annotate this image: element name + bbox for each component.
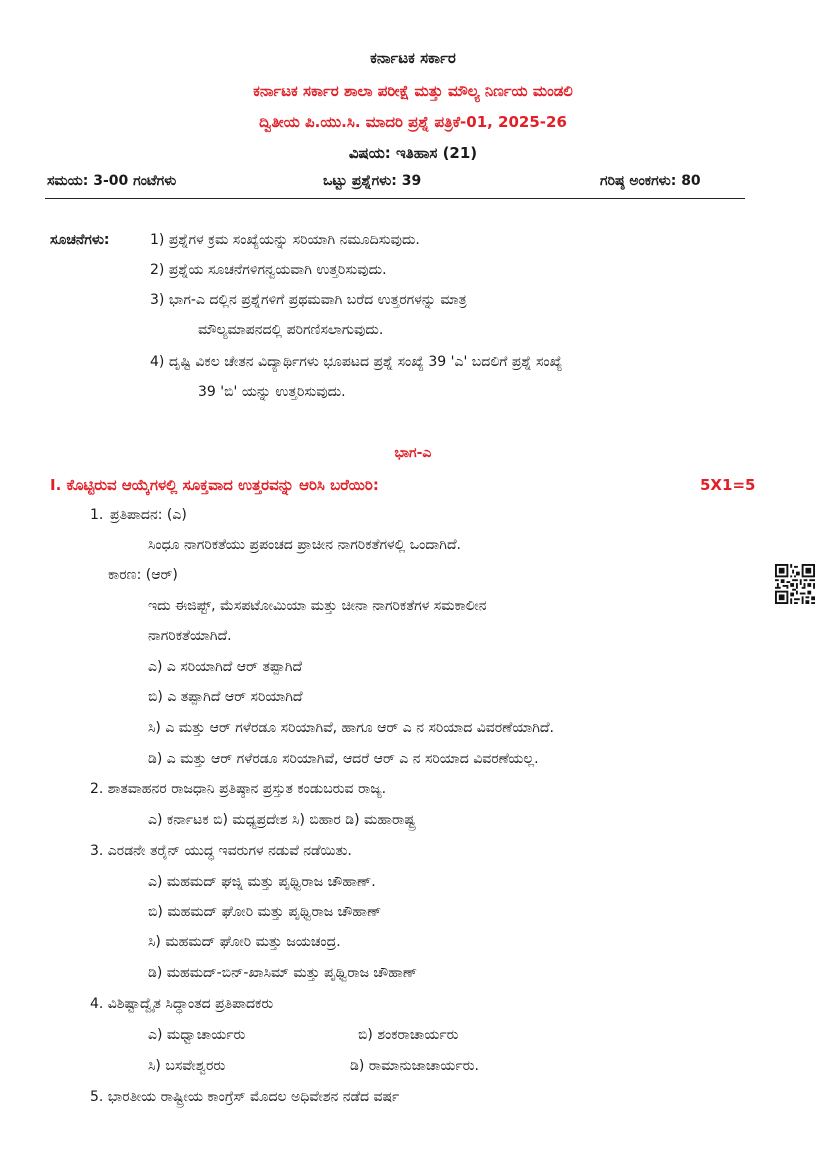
paper-title: ದ್ವಿತೀಯ ಪಿ.ಯು.ಸಿ. ಮಾದರಿ ಪ್ರಶ್ನೆ ಪತ್ರಿಕೆ-01, 2025-26 bbox=[259, 113, 567, 131]
instruction-item: 4) ದೃಷ್ಟಿ ವಿಕಲ ಚೇತನ ವಿದ್ಯಾರ್ಥಿಗಳು ಭೂಪಟದ ಪ್ರಶ್ನೆ ಸಂಖ್ಯೆ 39 'ಎ' ಬದಲಿಗೆ ಪ್ರಶ್ನೆ ಸಂಖ್ಯೆ bbox=[150, 354, 563, 370]
assertion-text: ಸಿಂಧೂ ನಾಗರಿಕತೆಯು ಪ್ರಪಂಚದ ಪ್ರಾಚೀನ ನಾಗರಿಕತೆಗಳಲ್ಲಿ ಒಂದಾಗಿದೆ. bbox=[148, 537, 462, 553]
question-text: 3. ಎರಡನೇ ತರೈನ್ ಯುದ್ಧ ಇವರುಗಳ ನಡುವೆ ನಡೆಯಿತು. bbox=[90, 843, 352, 859]
option: ಸಿ) ಬಸವೇಶ್ವರರು bbox=[148, 1058, 226, 1074]
subject-title: ವಿಷಯ: ಇತಿಹಾಸ (21) bbox=[348, 144, 478, 162]
instruction-item: 3) ಭಾಗ-ಎ ದಲ್ಲಿನ ಪ್ರಶ್ನೆಗಳಿಗೆ ಪ್ರಥಮವಾಗಿ ಬರೆದ ಉತ್ತರಗಳನ್ನು ಮಾತ್ರ bbox=[150, 292, 467, 308]
option: ಬಿ) ಶಂಕರಾಚಾರ್ಯರು bbox=[358, 1027, 459, 1043]
assertion-label: ಪ್ರತಿಪಾದನ: (ಎ) bbox=[110, 507, 187, 523]
option: ಡಿ) ಮಹಮದ್-ಬಿನ್-ಖಾಸಿಮ್ ಮತ್ತು ಪೃಥ್ವಿರಾಜ ಚೌಹಾಣ್ bbox=[148, 965, 418, 981]
max-marks-label: ಗರಿಷ್ಠ ಅಂಕಗಳು: 80 bbox=[600, 173, 701, 189]
instruction-item: 2) ಪ್ರಶ್ನೆಯ ಸೂಚನೆಗಳಿಗನ್ವಯವಾಗಿ ಉತ್ತರಿಸುವುದು. bbox=[150, 262, 387, 278]
government-title: ಕರ್ನಾಟಕ ಸರ್ಕಾರ bbox=[370, 49, 456, 67]
total-questions-label: ಒಟ್ಟು ಪ್ರಶ್ನೆಗಳು: 39 bbox=[323, 173, 422, 189]
question-number: 1. bbox=[90, 507, 104, 523]
question-text: 4. ವಿಶಿಷ್ಟಾದ್ವೈತ ಸಿದ್ಧಾಂತದ ಪ್ರತಿಪಾದಕರು bbox=[90, 996, 274, 1012]
qr-code-icon bbox=[775, 564, 815, 604]
board-title: ಕರ್ನಾಟಕ ಸರ್ಕಾರ ಶಾಲಾ ಪರೀಕ್ಷೆ ಮತ್ತು ಮೌಲ್ಯ ನಿರ್ಣಯ ಮಂಡಲಿ bbox=[253, 82, 573, 100]
option: ಎ) ಎ ಸರಿಯಾಗಿದೆ ಆರ್ ತಪ್ಪಾಗಿದೆ bbox=[148, 659, 303, 675]
instruction-item: 39 'ಬಿ' ಯನ್ನು ಉತ್ತರಿಸುವುದು. bbox=[198, 384, 346, 400]
question-text: 2. ಶಾತವಾಹನರ ರಾಜಧಾನಿ ಪ್ರತಿಷ್ಠಾನ ಪ್ರಸ್ತುತ ಕಂಡುಬರುವ ರಾಜ್ಯ. bbox=[90, 781, 387, 797]
instructions-heading: ಸೂಚನೆಗಳು: bbox=[50, 232, 110, 248]
option: ಡಿ) ರಾಮಾನುಜಾಚಾರ್ಯರು. bbox=[350, 1058, 479, 1074]
option: ಬಿ) ಎ ತಪ್ಪಾಗಿದೆ ಆರ್ ಸರಿಯಾಗಿದೆ bbox=[148, 689, 303, 705]
option: ಎ) ಮಧ್ವಾಚಾರ್ಯರು bbox=[148, 1027, 246, 1043]
instruction-item: 1) ಪ್ರಶ್ನೆಗಳ ಕ್ರಮ ಸಂಖ್ಯೆಯನ್ನು ಸರಿಯಾಗಿ ನಮೂದಿಸುವುದು. bbox=[150, 232, 420, 248]
option: ಬಿ) ಮಹಮದ್ ಘೋರಿ ಮತ್ತು ಪೃಥ್ವಿರಾಜ ಚೌಹಾಣ್ bbox=[148, 904, 382, 920]
section-marks: 5X1=5 bbox=[700, 476, 756, 494]
reason-text: ಇದು ಈಜಿಪ್ಟ್, ಮೆಸಪಟೋಮಿಯಾ ಮತ್ತು ಚೀನಾ ನಾಗರಿಕತೆಗಳ ಸಮಕಾಲೀನ bbox=[148, 598, 487, 614]
option: ಸಿ) ಎ ಮತ್ತು ಆರ್ ಗಳೆರಡೂ ಸರಿಯಾಗಿವೆ, ಹಾಗೂ ಆರ್ ಎ ನ ಸರಿಯಾದ ವಿವರಣೆಯಾಗಿದೆ. bbox=[148, 720, 554, 736]
header-divider bbox=[45, 198, 745, 199]
option: ಎ) ಮಹಮದ್ ಘಜ್ನಿ ಮತ್ತು ಪೃಥ್ವಿರಾಜ ಚೌಹಾಣ್. bbox=[148, 874, 376, 890]
option: ಡಿ) ಎ ಮತ್ತು ಆರ್ ಗಳೆರಡೂ ಸರಿಯಾಗಿವೆ, ಆದರೆ ಆರ್ ಎ ನ ಸರಿಯಾದ ವಿವರಣೆಯಲ್ಲ. bbox=[148, 751, 539, 767]
question-text: 5. ಭಾರತೀಯ ರಾಷ್ಟ್ರೀಯ ಕಾಂಗ್ರೆಸ್ ಮೊದಲ ಅಧಿವೇಶನ ನಡೆದ ವರ್ಷ bbox=[90, 1089, 400, 1105]
reason-label: ಕಾರಣ: (ಆರ್) bbox=[108, 567, 178, 583]
part-title: ಭಾಗ-ಎ bbox=[394, 445, 432, 461]
section-heading: I. ಕೊಟ್ಟಿರುವ ಆಯ್ಕೆಗಳಲ್ಲಿ ಸೂಕ್ತವಾದ ಉತ್ತರವನ್ನು ಆರಿಸಿ ಬರೆಯಿರಿ: bbox=[50, 476, 379, 494]
reason-text: ನಾಗರಿಕತೆಯಾಗಿದೆ. bbox=[148, 628, 232, 644]
option-row: ಎ) ಕರ್ನಾಟಕ ಬಿ) ಮಧ್ಯಪ್ರದೇಶ ಸಿ) ಬಿಹಾರ ಡಿ) ಮಹಾರಾಷ್ಟ್ರ bbox=[148, 812, 416, 828]
option: ಸಿ) ಮಹಮದ್ ಘೋರಿ ಮತ್ತು ಜಯಚಂದ್ರ. bbox=[148, 934, 341, 950]
instruction-item: ಮೌಲ್ಯಮಾಪನದಲ್ಲಿ ಪರಿಗಣಿಸಲಾಗುವುದು. bbox=[198, 322, 384, 338]
time-label: ಸಮಯ: 3-00 ಗಂಟೆಗಳು bbox=[47, 173, 177, 189]
